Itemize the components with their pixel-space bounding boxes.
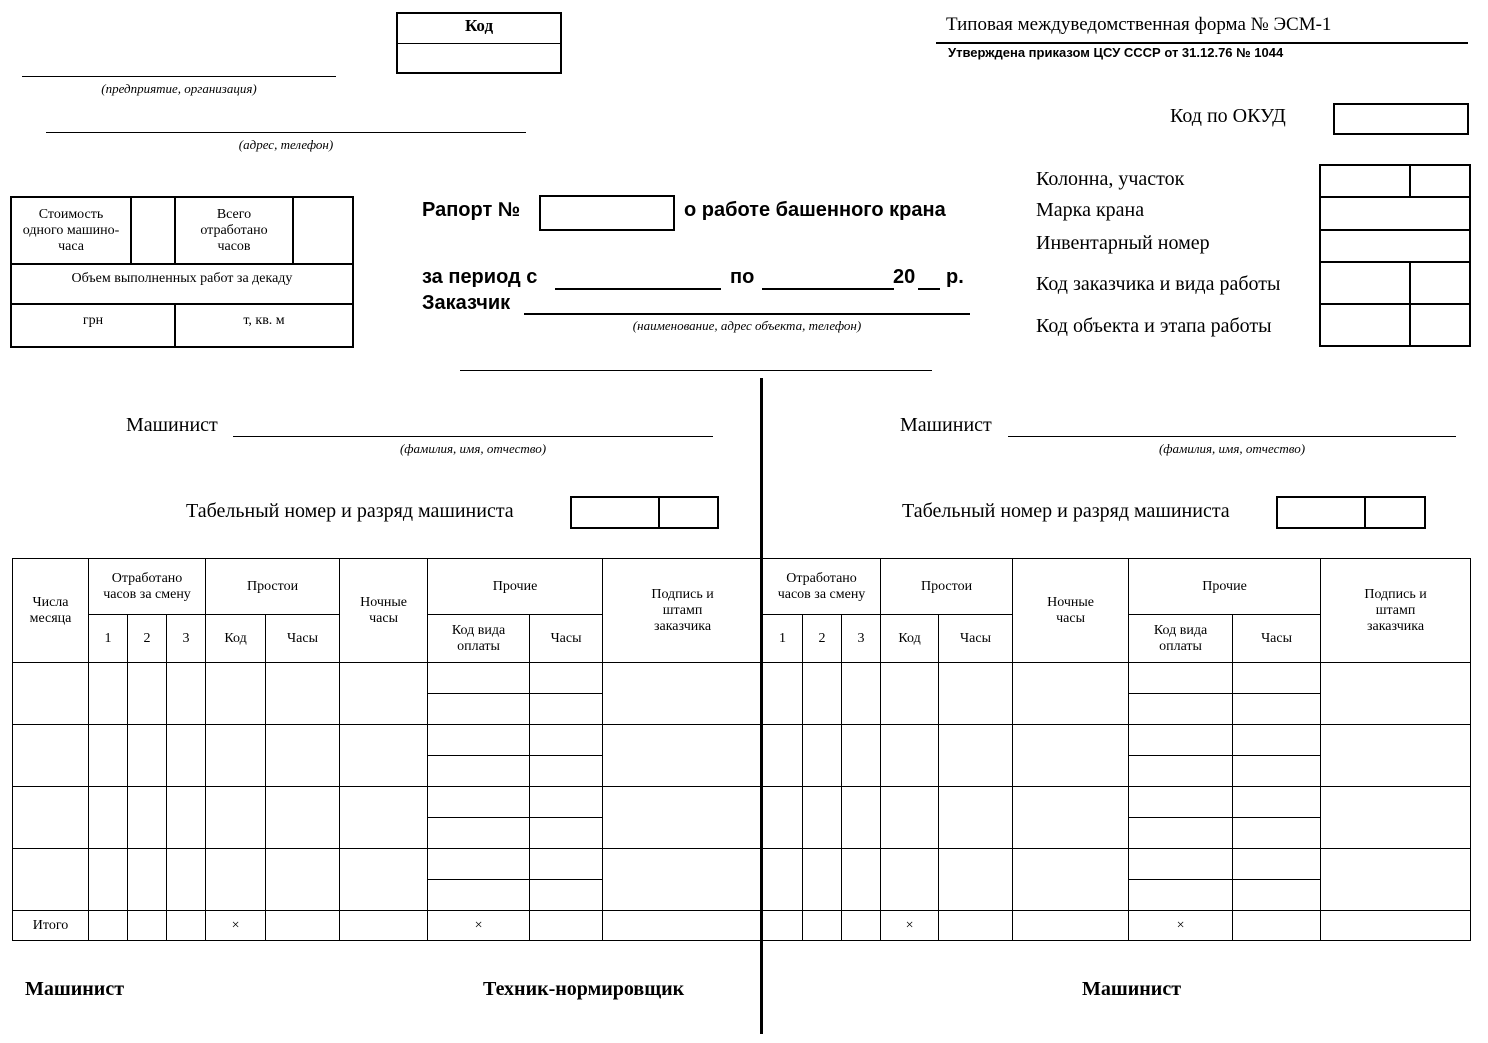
other-header: Прочие (1129, 559, 1321, 615)
enterprise-line[interactable] (22, 76, 336, 77)
operator-line-right[interactable] (1008, 436, 1456, 437)
period-to-line[interactable] (762, 288, 894, 290)
okud-box[interactable] (1333, 103, 1469, 135)
footer-operator-right: Машинист (1082, 978, 1182, 1000)
table-row[interactable] (763, 663, 803, 725)
total-label: Итого (13, 911, 89, 941)
object-code-cell-1[interactable] (1320, 304, 1410, 346)
cost-table (10, 196, 354, 348)
downtime-header: Простои (881, 559, 1013, 615)
day-header: Числа месяца (13, 559, 89, 663)
cost-value[interactable] (131, 197, 175, 264)
column-label: Колонна, участок (1036, 168, 1185, 190)
total-cross: × (206, 911, 266, 941)
inventory-cell[interactable] (1320, 230, 1470, 262)
operator-caption-left: (фамилия, имя, отчество) (399, 441, 547, 456)
table-row[interactable] (13, 663, 89, 725)
customer-caption: (наименование, адрес объекта, телефон) (632, 318, 862, 333)
signature-header: Подпись и штамп заказчика (603, 559, 763, 663)
enterprise-caption: (предприятие, организация) (101, 81, 257, 96)
tab-number-label-left: Табельный номер и разряд машиниста (186, 500, 514, 522)
shift-2-header: 2 (803, 615, 842, 663)
downtime-hours-header: Часы (266, 615, 340, 663)
report-title-end: о работе башенного крана (684, 199, 946, 221)
table-row[interactable] (763, 849, 803, 911)
downtime-code-header: Код (206, 615, 266, 663)
period-from-line[interactable] (555, 288, 721, 290)
operator-label-left: Машинист (126, 414, 218, 436)
unit-tonne-sqm: т, кв. м (175, 304, 353, 347)
address-line[interactable] (46, 132, 526, 133)
report-number-box[interactable] (539, 195, 675, 231)
address-caption: (адрес, телефон) (238, 137, 334, 152)
total-hours-value[interactable] (293, 197, 353, 264)
tab-number-box-left[interactable] (570, 496, 719, 529)
code-box-divider (396, 43, 562, 44)
night-header: Ночные часы (1013, 559, 1129, 663)
right-fields-grid (1319, 164, 1471, 347)
shift-3-header: 3 (167, 615, 206, 663)
total-hours-label: Всего отработано часов (175, 197, 293, 264)
downtime-header: Простои (206, 559, 340, 615)
customer-line[interactable] (524, 313, 970, 315)
report-title-start: Рапорт № (422, 199, 521, 221)
period-from-label: за период с (422, 266, 538, 288)
operator-line-left[interactable] (233, 436, 713, 437)
form-title-rule (936, 42, 1468, 44)
other-hours-header: Часы (1233, 615, 1321, 663)
table-row[interactable] (763, 787, 803, 849)
year-prefix: 20 (893, 266, 916, 288)
footer-technician: Техник-нормировщик (483, 978, 685, 1000)
tab-number-split-left (658, 496, 660, 529)
pay-code-header: Код вида оплаты (1129, 615, 1233, 663)
shift-1-header: 1 (89, 615, 128, 663)
total-cross: × (881, 911, 939, 941)
tab-number-split-right (1364, 496, 1366, 529)
shift-3-header: 3 (842, 615, 881, 663)
volume-label: Объем выполненных работ за декаду (11, 264, 353, 304)
customer-code-label: Код заказчика и вида работы (1036, 273, 1281, 295)
customer-line-2[interactable] (460, 370, 932, 371)
cost-label: Стоимость одного машино-часа (11, 197, 131, 264)
total-cross: × (428, 911, 530, 941)
object-code-cell-2[interactable] (1410, 304, 1470, 346)
footer-operator-left: Машинист (25, 978, 125, 1000)
table-row[interactable] (763, 725, 803, 787)
total-cross: × (1129, 911, 1233, 941)
form-approved: Утверждена приказом ЦСУ СССР от 31.12.76 № 1044 (948, 45, 1284, 60)
pay-code-header: Код вида оплаты (428, 615, 530, 663)
shift-1-header: 1 (763, 615, 803, 663)
year-line[interactable] (918, 288, 940, 290)
period-to-label: по (730, 266, 755, 288)
operator-caption-right: (фамилия, имя, отчество) (1158, 441, 1306, 456)
shift-2-header: 2 (128, 615, 167, 663)
year-suffix: р. (946, 266, 964, 288)
customer-label: Заказчик (422, 292, 511, 314)
table-row[interactable] (13, 787, 89, 849)
downtime-code-header: Код (881, 615, 939, 663)
object-code-label: Код объекта и этапа работы (1036, 315, 1272, 337)
worked-header: Отработано часов за смену (763, 559, 881, 615)
okud-label: Код по ОКУД (1170, 105, 1286, 127)
other-hours-header: Часы (530, 615, 603, 663)
night-header: Ночные часы (340, 559, 428, 663)
operator-label-right: Машинист (900, 414, 992, 436)
code-box-label: Код (464, 16, 494, 35)
unit-uah: грн (11, 304, 175, 347)
crane-brand-label: Марка крана (1036, 199, 1145, 221)
other-header: Прочие (428, 559, 603, 615)
tab-number-label-right: Табельный номер и разряд машиниста (902, 500, 1230, 522)
column-cell-1[interactable] (1320, 165, 1410, 197)
work-table-left (12, 558, 763, 941)
crane-brand-cell[interactable] (1320, 197, 1470, 230)
column-cell-2[interactable] (1410, 165, 1470, 197)
inventory-label: Инвентарный номер (1036, 232, 1210, 254)
tab-number-box-right[interactable] (1276, 496, 1426, 529)
customer-code-cell-2[interactable] (1410, 262, 1470, 304)
customer-code-cell-1[interactable] (1320, 262, 1410, 304)
table-row[interactable] (13, 725, 89, 787)
work-table-right (762, 558, 1471, 941)
downtime-hours-header: Часы (939, 615, 1013, 663)
signature-header: Подпись и штамп заказчика (1321, 559, 1471, 663)
form-title: Типовая междуведомственная форма № ЭСМ-1 (946, 14, 1332, 35)
worked-header: Отработано часов за смену (89, 559, 206, 615)
table-row[interactable] (13, 849, 89, 911)
